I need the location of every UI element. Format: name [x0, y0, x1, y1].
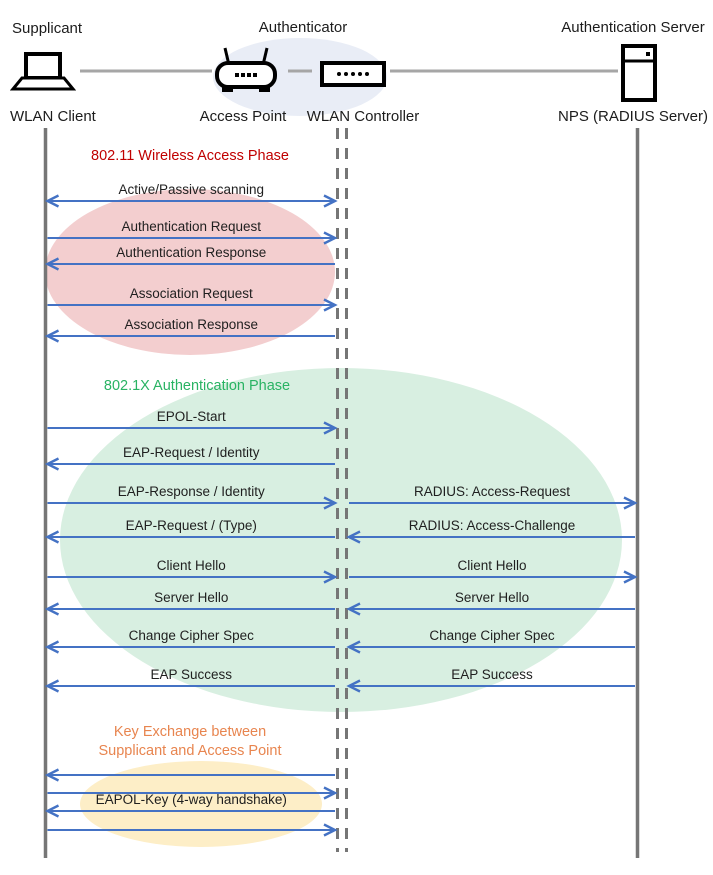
message-label: Client Hello [156, 558, 226, 573]
laptop-icon [10, 52, 76, 92]
device-label-access-point: Access Point [199, 108, 287, 125]
message-label: RADIUS: Access-Request [413, 484, 571, 499]
message-label: EPOL-Start [156, 409, 226, 424]
role-label-supplicant: Supplicant [12, 20, 83, 37]
wireless-access-phase-title: 802.11 Wireless Access Phase [91, 148, 289, 164]
message-label: Change Cipher Spec [429, 628, 555, 643]
message-label: Authentication Response [116, 245, 267, 260]
key-exchange-phase-title: Key Exchange between [113, 724, 267, 740]
message-label: Server Hello [454, 590, 530, 605]
server-icon [621, 44, 657, 102]
message-label: Client Hello [457, 558, 527, 573]
message-label: EAP-Request / Identity [122, 445, 260, 460]
role-label-authentication-server: Authentication Server [561, 19, 705, 36]
message-label: EAP Success [150, 667, 233, 682]
message-label: Association Response [124, 317, 259, 332]
dot1x-authentication-phase-ellipse [60, 368, 622, 712]
key-exchange-phase-title: Supplicant and Access Point [98, 743, 282, 759]
message-label: RADIUS: Access-Challenge [408, 518, 576, 533]
message-label: Association Request [129, 286, 253, 301]
message-label: EAP Success [451, 667, 533, 682]
message-label: Authentication Request [121, 219, 262, 234]
message-label: EAP-Request / (Type) [125, 518, 257, 533]
device-label-nps-radius-server: NPS (RADIUS Server) [557, 108, 709, 125]
wlan-controller-icon [320, 61, 386, 87]
message-label: EAPOL-Key (4-way handshake) [95, 792, 287, 807]
dot1x-authentication-phase-title: 802.1X Authentication Phase [103, 378, 291, 394]
device-label-wlan-controller: WLAN Controller [306, 108, 420, 125]
message-label: Active/Passive scanning [118, 182, 265, 197]
message-label: Change Cipher Spec [128, 628, 254, 643]
message-label: Server Hello [154, 590, 229, 605]
role-label-authenticator: Authenticator [258, 19, 348, 36]
message-label: EAP-Response / Identity [117, 484, 265, 499]
device-label-wlan-client: WLAN Client [10, 108, 96, 125]
access-point-icon [214, 46, 278, 96]
